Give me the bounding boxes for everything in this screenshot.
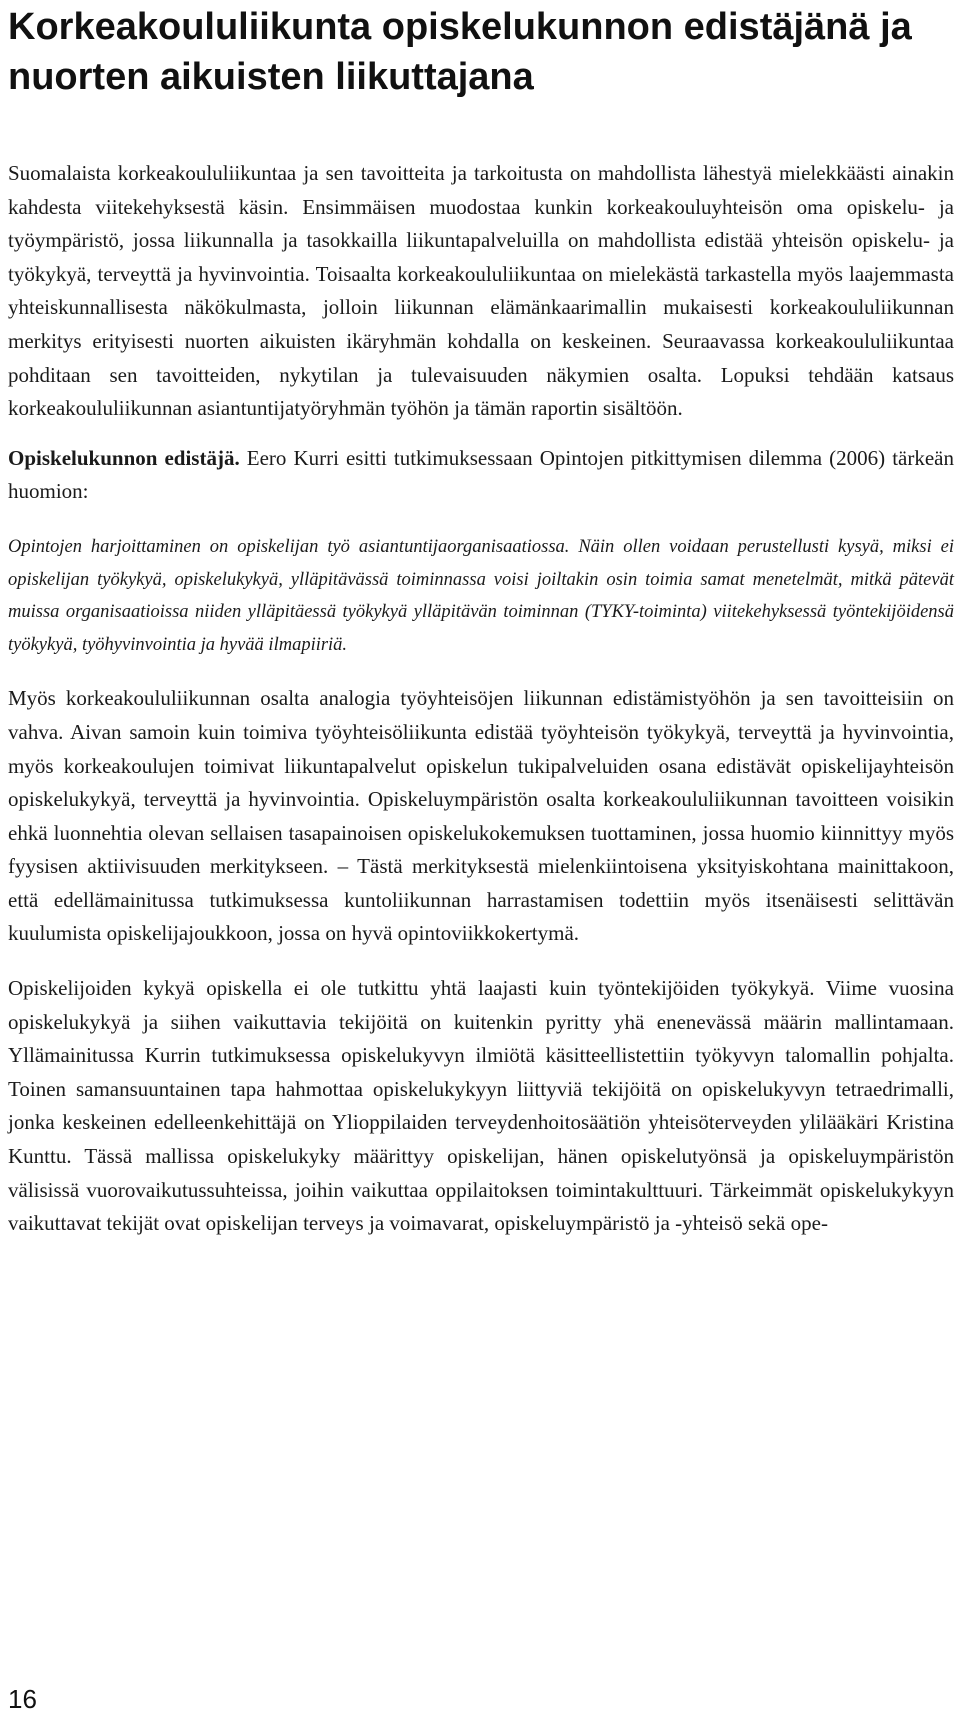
document-page: [8, 0, 954, 1241]
analogy-paragraph: Myös korkeakoululiikunnan osalta analogia työyhteisöjen liikunnan edistämistyöhön ja sen tavoitteisiin on vahva. Aivan samoin kuin toimiva työyhteisöliikunta edistää työyhteisön työkykyä, terveyttä ja hyvinvointia, myös korkeakoulujen toimivat liikuntapalvelut opiskelun tukipalveluiden osana edistävät opiskelijayhteisön opiskelukykyä, terveyttä ja hyvinvointia. Opiskeluympäristön osalta korkeakoululiikunnan tavoitteen voisikin ehkä luonnehtia olevan sellaisen tasapainoisen opiskelukokemuksen tuottaminen, jossa huomio kiinnittyy myös fyysisen aktiivisuuden merkitykseen. – Tästä merkityksestä mielenkiintoisena yksityiskohtana mainittakoon, että edellämainitussa tutkimuksessa kuntoliikunnan harrastamisen todettiin myös itsenäisesti selittävän kuulumista opiskelijajoukkoon, jossa on hyvä opintoviikkokertymä.: [8, 686, 954, 946]
section-lead-heading: Opiskelukunnon edistäjä.: [8, 445, 240, 470]
section-paragraph: [8, 442, 954, 509]
section-lead-text: Eero Kurri esitti tutkimuksessaan Opintojen pitkittymisen dilemma (2006) tärkeän huomion:: [8, 445, 954, 504]
intro-paragraph: Suomalaista korkeakoululiikuntaa ja sen tavoitteita ja tarkoitusta on mahdollista lähestyä mielekkäästi ainakin kahdesta viitekehyksestä käsin. Ensimmäisen muodostaa kunkin korkeakouluyhteisön oma opiskelu- ja työympäristö, jossa liikunnalla ja tasokkailla liikuntapalveluilla on mahdollista edistää yhteisön opiskelu- ja työkykyä, terveyttä ja hyvinvointia. Toisaalta korkeakoululiikuntaa on mielekästä tarkastella myös laajemmasta yhteiskunnallisesta näkökulmasta, jolloin liikunnan elämänkaarimallin mukaisesti korkeakoululiikunnan merkitys erityisesti nuorten aikuisten ikäryhmän kohdalla on keskeinen. Seuraavassa korkeakoululiikuntaa pohditaan sen tavoitteiden, nykytilan ja tulevaisuuden näkymien osalta. Lopuksi tehdään katsaus korkeakoululiikunnan asiantuntijatyöryhmän työhön ja tämän raportin sisältöön.: [8, 161, 954, 421]
page-title: Korkeakoululiikunta opiskelukunnon edistäjänä ja nuorten aikuisten liikuttajana: [8, 6, 912, 98]
block-quote: Opintojen harjoittaminen on opiskelijan työ asiantuntijaorganisaatiossa. Näin ollen voidaan perustellusti kysyä, miksi ei opiskelijan työkykyä, opiskelukykyä, ylläpitävässä toiminnassa voisi joiltakin osin toimia samat menetelmät, mitkä pätevät muissa organisaatioissa niiden ylläpitäessä työkykyä ylläpitävän toiminnan (TYKY-toiminta) viitekehyksessä työntekijöidensä työkykyä, työhyvinvointia ja hyvää ilmapiiriä.: [8, 536, 954, 655]
page-number: 16: [8, 1684, 37, 1714]
capacity-paragraph: Opiskelijoiden kykyä opiskella ei ole tutkittu yhtä laajasti kuin työntekijöiden työkykyä. Viime vuosina opiskelukykyä ja siihen vaikuttavia tekijöitä on kuitenkin pyritty yhä enenevässä määrin mallintamaan. Yllämainitussa Kurrin tutkimuksessa opiskelukyvyn ilmiötä käsitteellistettiin työkyvyn talomallin pohjalta. Toinen samansuuntainen tapa hahmottaa opiskelukykyyn liittyviä tekijöitä on opiskelukyvyn tetraedrimalli, jonka keskeinen edelleenkehittäjä on Ylioppilaiden terveydenhoitosäätiön yhteisöterveyden ylilääkäri Kristina Kunttu. Tässä mallissa opiskelukyky määrittyy opiskelijan, hänen opiskelutyönsä ja opiskeluympäristön välisissä vuorovaikutussuhteissa, joihin vaikuttaa oppilaitoksen toimintakulttuuri. Tärkeimmät opiskelukykyyn vaikuttavat tekijät ovat opiskelijan terveys ja voimavarat, opiskeluympäristö ja -yhteisö sekä ope-: [8, 976, 954, 1236]
